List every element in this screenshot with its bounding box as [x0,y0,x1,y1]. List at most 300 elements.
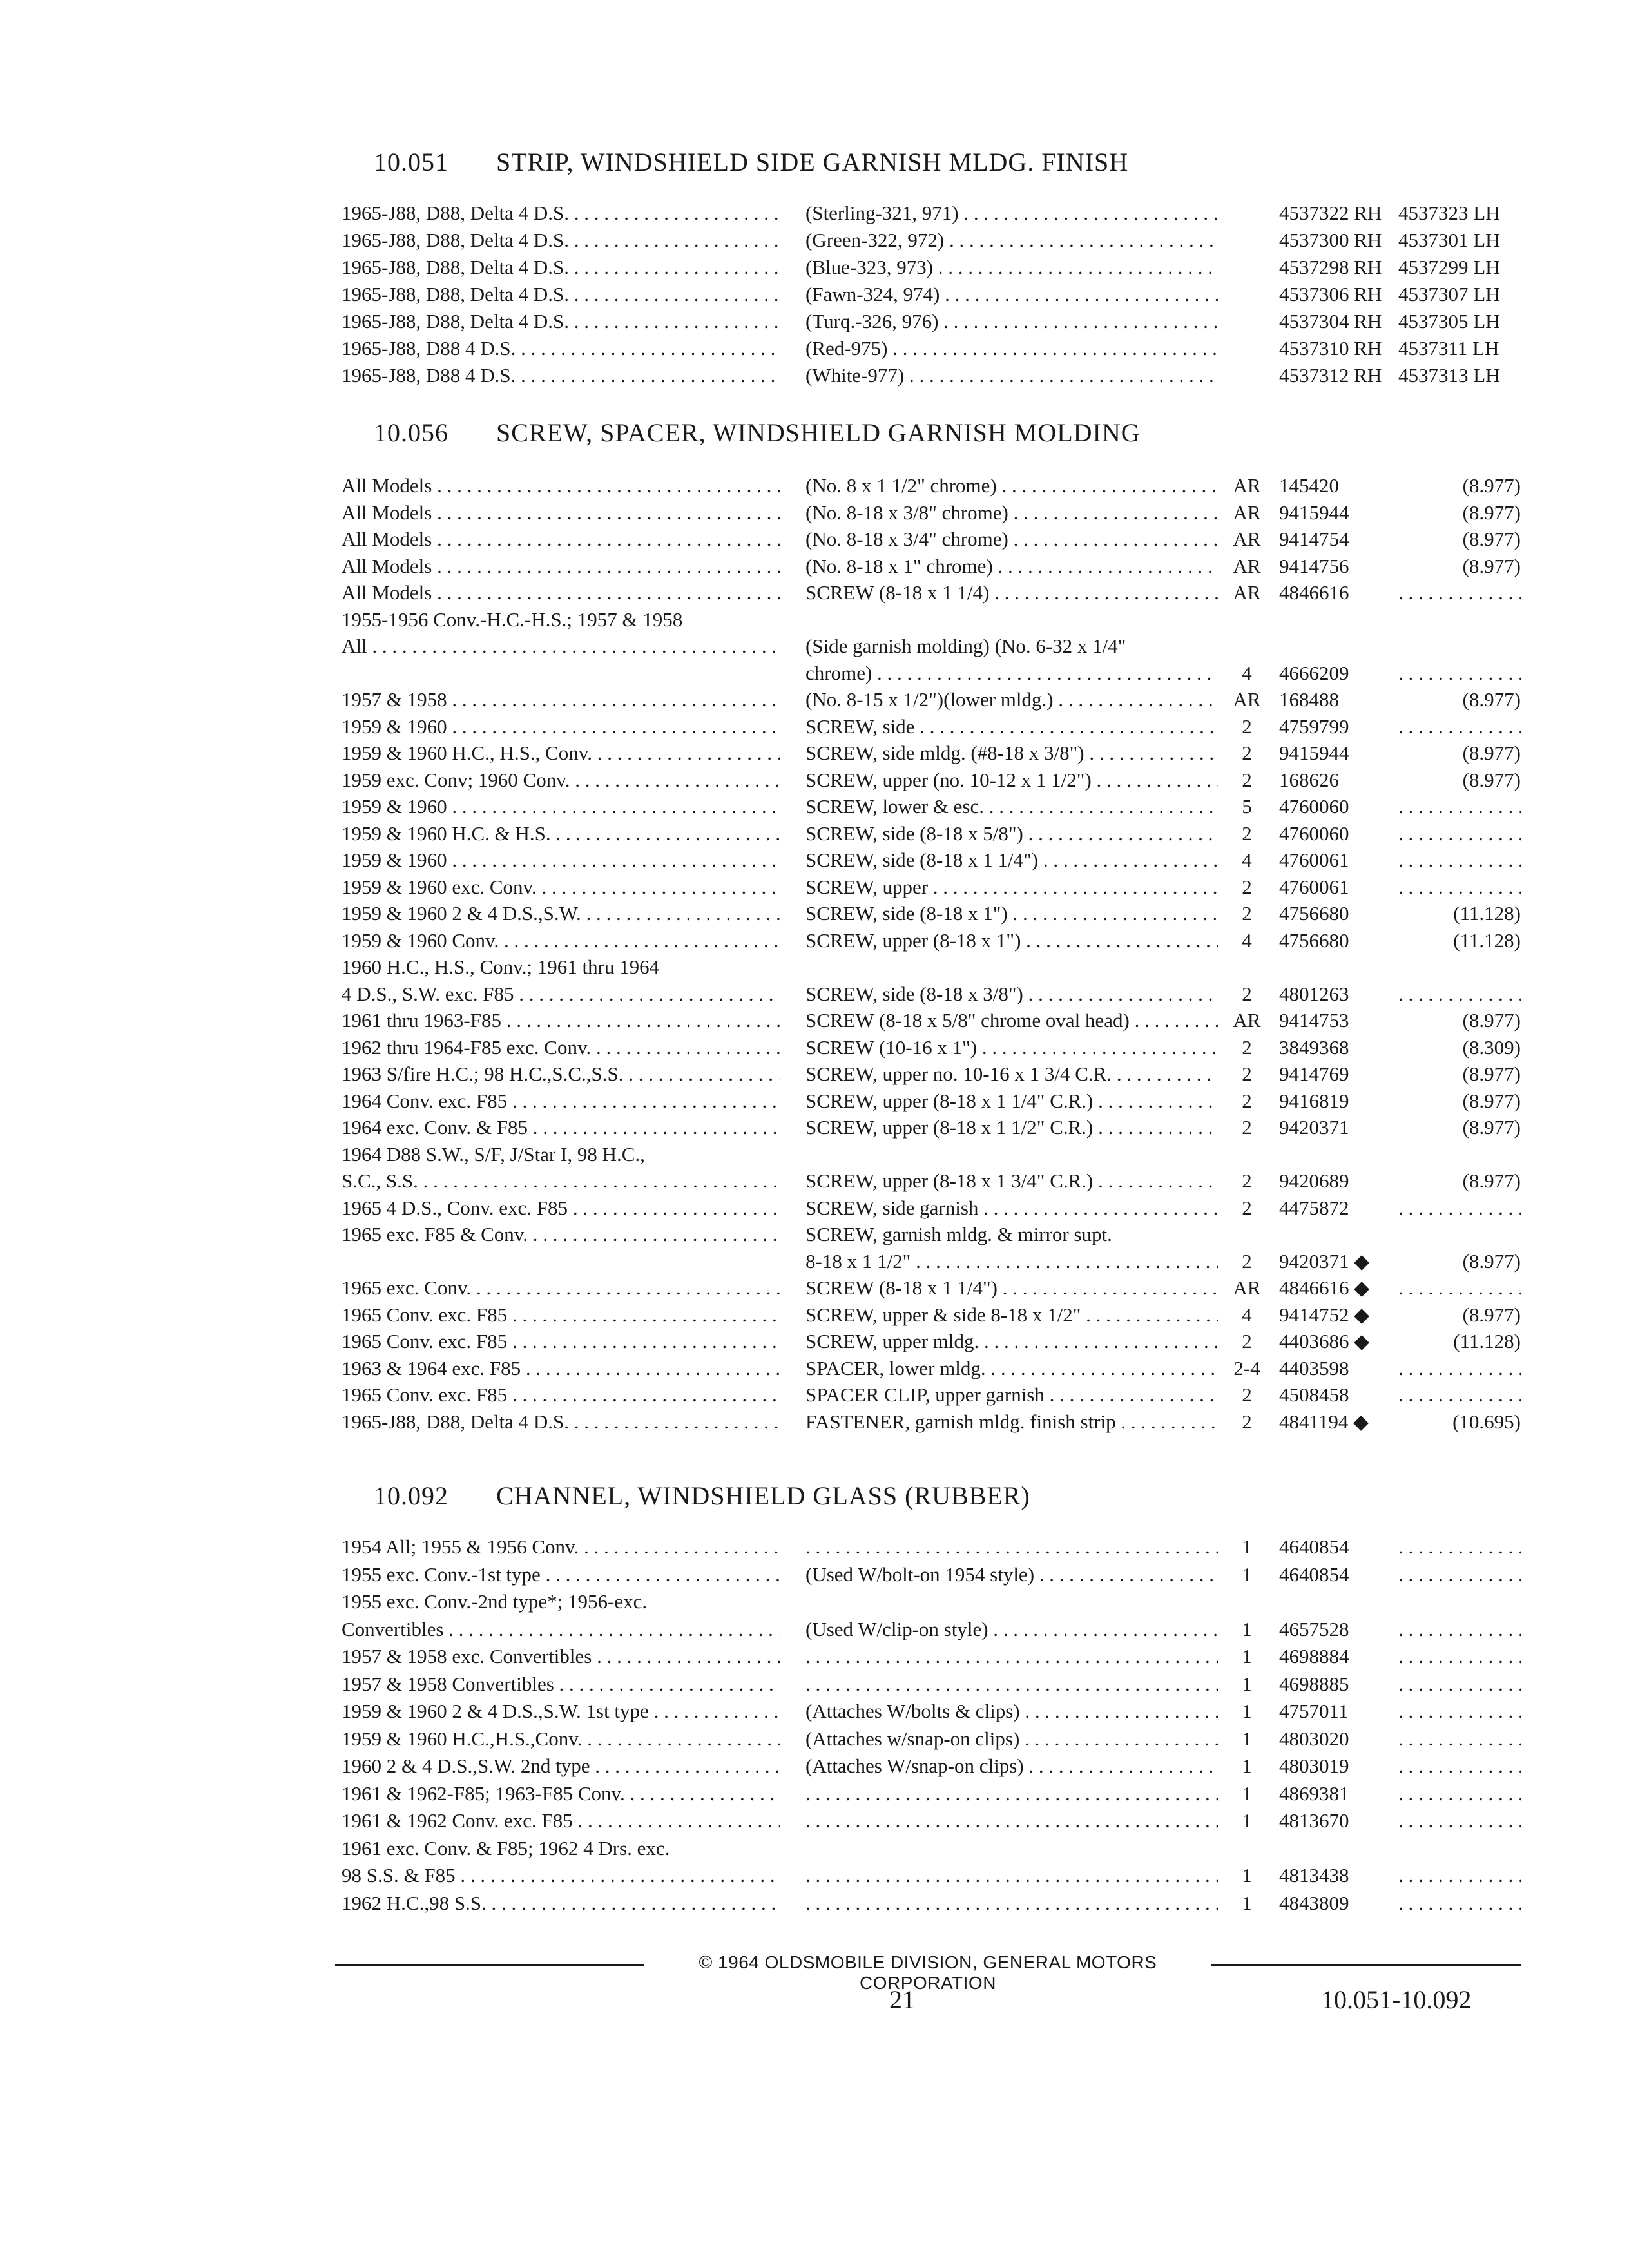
part-number-cell: 9414769 [1279,1062,1349,1085]
quantity-cell: 2 [1242,1062,1252,1085]
description-cell: SCREW, upper no. 10-16 x 1 3/4 C.R. . . . [805,1061,1218,1088]
reference-cell: 4537299 LH [1398,256,1500,278]
part-number-cell: 4760061 [1279,849,1349,871]
quantity-cell: AR [1233,474,1261,497]
part-number-cell: 4846616 ◆ [1279,1276,1370,1299]
table-row [0,1643,1629,1670]
model-cell: All Models . . . [342,472,780,499]
section-heading: SCREW, SPACER, WINDSHIELD GARNISH MOLDING [496,418,1141,447]
reference-cell: 4537313 LH [1398,364,1500,387]
description-cell: (Blue-323, 973) . . . [805,254,1218,281]
part-number-cell: 4537300 RH [1279,229,1382,251]
table-row [0,1561,1629,1588]
reference-cell [1398,1381,1521,1408]
quantity-cell: 2 [1242,1383,1252,1406]
model-cell: All Models . . . [342,526,780,553]
table-row [0,553,1629,580]
reference-cell: (8.977) [1462,1116,1521,1139]
model-cell: 1961 & 1962 Conv. exc. F85 . . . [342,1807,780,1834]
table-row [0,1168,1629,1195]
table-row [0,1248,1629,1275]
quantity-cell: 2 [1242,1249,1252,1273]
quantity-cell: 1 [1242,1754,1252,1777]
table-row [0,1061,1629,1088]
table-row [0,660,1629,687]
table-row [0,1753,1629,1780]
part-number-cell: 4846616 [1279,581,1349,604]
table-row [0,1835,1629,1862]
quantity-cell: 5 [1242,795,1252,818]
description-cell: SCREW, upper (8-18 x 1") . . . [805,927,1218,954]
description-cell: SCREW, upper (no. 10-12 x 1 1/2") . . . [805,767,1218,794]
table-row [0,847,1629,874]
reference-cell [1398,1862,1521,1889]
model-cell: 4 D.S., S.W. exc. F85 . . . [342,981,780,1008]
reference-cell: (8.977) [1462,554,1521,577]
table-row [0,767,1629,794]
reference-cell [1398,1890,1521,1917]
model-cell: 1962 thru 1964-F85 exc. Conv. . . . [342,1034,780,1061]
model-cell: 1965 Conv. exc. F85 . . . [342,1328,780,1355]
quantity-cell: 1 [1242,1864,1252,1887]
reference-cell [1398,1725,1521,1753]
quantity-cell: 4 [1242,849,1252,871]
model-cell: 1961 exc. Conv. & F85; 1962 4 Drs. exc. [342,1836,670,1860]
model-cell: All . . . [342,633,780,660]
model-cell: 1955 exc. Conv.-2nd type*; 1956-exc. [342,1590,648,1613]
model-cell: 1965 exc. F85 & Conv. . . . [342,1221,780,1248]
part-number-cell: 4803019 [1279,1754,1349,1777]
quantity-cell: AR [1233,554,1261,577]
part-number-cell: 4698885 [1279,1672,1349,1695]
model-cell: S.C., S.S. . . . [342,1168,780,1195]
quantity-cell: 1 [1242,1645,1252,1667]
reference-cell: 4537305 LH [1398,310,1500,332]
table-row [0,1302,1629,1329]
quantity-cell: 2 [1242,1169,1252,1192]
description-cell: FASTENER, garnish mldg. finish strip . . . [805,1408,1218,1436]
model-cell: 1960 2 & 4 D.S.,S.W. 2nd type . . . [342,1753,780,1780]
table-row [0,740,1629,767]
reference-cell [1398,820,1521,847]
table-row [0,526,1629,553]
reference-cell [1398,1671,1521,1698]
model-cell: 1964 exc. Conv. & F85 . . . [342,1114,780,1141]
reference-cell: (8.309) [1462,1035,1521,1059]
table-row [0,308,1629,335]
description-cell: (No. 8-18 x 1" chrome) . . . [805,553,1218,580]
part-number-cell: 4537306 RH [1279,283,1382,305]
part-number-cell: 4760060 [1279,822,1349,845]
reference-cell [1398,847,1521,874]
reference-cell [1398,1561,1521,1588]
description-cell: (No. 8-18 x 3/8" chrome) . . . [805,499,1218,526]
page-number: 21 [889,1985,915,2014]
quantity-cell: 2 [1242,768,1252,791]
description-cell: SCREW, upper (8-18 x 1 1/4" C.R.) . . . [805,1088,1218,1115]
model-cell: 98 S.S. & F85 . . . [342,1862,780,1889]
model-cell: 1965-J88, D88 4 D.S. . . . [342,362,780,389]
description-cell: (Attaches W/bolts & clips) . . . [805,1698,1218,1725]
part-number-cell: 9414753 [1279,1009,1349,1032]
quantity-cell: 1 [1242,1782,1252,1805]
quantity-cell: 2 [1242,875,1252,898]
model-cell: 1965 4 D.S., Conv. exc. F85 . . . [342,1195,780,1222]
table-row [0,793,1629,820]
quantity-cell: 2 [1242,1116,1252,1139]
table-row [0,874,1629,901]
part-number-cell: 9414754 [1279,528,1349,550]
reference-cell [1398,1698,1521,1725]
description-cell: SCREW (8-18 x 1 1/4) . . . [805,579,1218,606]
table-row [0,254,1629,281]
description-cell: (Attaches W/snap-on clips) . . . [805,1753,1218,1780]
reference-cell [1398,874,1521,901]
description-cell: SCREW, side (8-18 x 3/8") . . . [805,981,1218,1008]
part-number-cell: 4537298 RH [1279,256,1382,278]
model-cell: 1965 Conv. exc. F85 . . . [342,1381,780,1408]
quantity-cell: 2 [1242,1035,1252,1059]
description-cell: SCREW, lower & esc. . . . [805,793,1218,820]
part-number-cell: 4666209 [1279,661,1349,684]
model-cell: 1965-J88, D88, Delta 4 D.S. . . . [342,200,780,227]
table-row [0,633,1629,660]
description-cell: (No. 8 x 1 1/2" chrome) . . . [805,472,1218,499]
description-cell: SCREW, side mldg. (#8-18 x 3/8") . . . [805,740,1218,767]
table-row [0,1588,1629,1615]
table-row [0,1195,1629,1222]
part-number-cell: 4537304 RH [1279,310,1382,332]
description-cell: (No. 8-15 x 1/2")(lower mldg.) . . . [805,686,1218,713]
model-cell: 1959 & 1960 . . . [342,793,780,820]
description-cell: (Used W/bolt-on 1954 style) . . . [805,1561,1218,1588]
model-cell: 1959 & 1960 2 & 4 D.S.,S.W. 1st type . . . [342,1698,780,1725]
table-row [0,820,1629,847]
quantity-cell: 2 [1242,1330,1252,1352]
quantity-cell: 2 [1242,902,1252,925]
reference-cell [1398,579,1521,606]
part-number-cell: 4841194 ◆ [1279,1410,1369,1433]
quantity-cell: 1 [1242,1535,1252,1558]
part-number-cell: 4756680 [1279,928,1349,952]
description-cell: SCREW, upper . . . [805,874,1218,901]
model-cell: 1957 & 1958 Convertibles . . . [342,1671,780,1698]
model-cell: 1959 & 1960 2 & 4 D.S.,S.W. . . . [342,900,780,927]
description-cell: SPACER, lower mldg. . . . [805,1355,1218,1382]
model-cell: 1965-J88, D88, Delta 4 D.S. . . . [342,308,780,335]
quantity-cell: 4 [1242,661,1252,684]
reference-cell: (8.977) [1462,1009,1521,1032]
part-number-cell: 4756680 [1279,902,1349,925]
reference-cell: (8.977) [1462,1062,1521,1085]
quantity-cell: 2-4 [1233,1356,1260,1379]
quantity-cell: 2 [1242,715,1252,738]
description-cell: (Green-322, 972) . . . [805,227,1218,254]
description-cell: SCREW, upper (8-18 x 1 1/2" C.R.) . . . [805,1114,1218,1141]
table-row [0,1221,1629,1248]
model-cell: All Models . . . [342,579,780,606]
table-row [0,1088,1629,1115]
reference-cell [1398,1643,1521,1670]
reference-cell: (8.977) [1462,688,1521,711]
quantity-cell: AR [1233,1276,1261,1299]
quantity-cell: 1 [1242,1672,1252,1695]
table-row [0,1725,1629,1753]
section-number: 10.092 [374,1481,448,1510]
table-row [0,362,1629,389]
reference-cell: (11.128) [1453,902,1521,925]
quantity-cell: AR [1233,1009,1261,1032]
table-row [0,1807,1629,1834]
part-number-cell: 4843809 [1279,1891,1349,1914]
model-cell: 1965 exc. Conv. . . . [342,1274,780,1302]
table-row [0,713,1629,740]
part-number-cell: 9416819 [1279,1089,1349,1112]
quantity-cell: 2 [1242,822,1252,845]
model-cell: 1964 D88 S.W., S/F, J/Star I, 98 H.C., [342,1142,645,1166]
table-row [0,606,1629,633]
reference-cell [1398,1616,1521,1643]
reference-cell: (10.695) [1452,1410,1521,1433]
reference-cell [1398,981,1521,1008]
description-cell: SCREW, upper & side 8-18 x 1/2" . . . [805,1302,1218,1329]
part-number-cell: 4813438 [1279,1864,1349,1887]
description-cell: SCREW, side . . . [805,713,1218,740]
part-number-cell: 4757011 [1279,1700,1349,1722]
part-number-cell: 4403686 ◆ [1279,1330,1370,1352]
table-row [0,1381,1629,1408]
model-cell: Convertibles . . . [342,1616,780,1643]
quantity-cell: AR [1233,688,1261,711]
part-number-cell: 4403598 [1279,1356,1349,1379]
description-cell: (Turq.-326, 976) . . . [805,308,1218,335]
model-cell: 1961 & 1962-F85; 1963-F85 Conv. . . . [342,1780,780,1807]
reference-cell: (8.977) [1462,768,1521,791]
reference-cell: (8.977) [1462,1089,1521,1112]
reference-cell: (8.977) [1462,1303,1521,1326]
table-row [0,1007,1629,1034]
table-row [0,335,1629,362]
part-number-cell: 145420 [1279,474,1339,497]
reference-cell: (8.977) [1462,1169,1521,1192]
part-number-cell: 4537322 RH [1279,202,1382,224]
part-number-cell: 9420371 [1279,1116,1349,1139]
reference-cell [1398,1355,1521,1382]
model-cell: 1959 & 1960 . . . [342,713,780,740]
description-cell: SCREW, garnish mldg. & mirror supt. [805,1223,1112,1245]
table-row [0,981,1629,1008]
part-number-cell: 4537312 RH [1279,364,1382,387]
part-number-cell: 4657528 [1279,1617,1349,1640]
table-row [0,1780,1629,1807]
description-cell: (Attaches w/snap-on clips) . . . [805,1725,1218,1753]
table-row [0,1355,1629,1382]
model-cell: 1959 & 1960 H.C.,H.S.,Conv. . . . [342,1725,780,1753]
reference-cell: (8.977) [1462,528,1521,550]
description-cell: SCREW, side (8-18 x 5/8") . . . [805,820,1218,847]
description-cell [805,1671,1218,1698]
model-cell: 1960 H.C., H.S., Conv.; 1961 thru 1964 [342,956,660,978]
table-row [0,1890,1629,1917]
part-number-cell: 4813670 [1279,1809,1349,1832]
table-row [0,1671,1629,1698]
model-cell: 1955 exc. Conv.-1st type . . . [342,1561,780,1588]
description-cell: SCREW, side (8-18 x 1 1/4") . . . [805,847,1218,874]
reference-cell [1398,1753,1521,1780]
reference-cell [1398,1807,1521,1834]
quantity-cell: 2 [1242,1089,1252,1112]
table-row [0,1328,1629,1355]
model-cell: 1962 H.C.,98 S.S. . . . [342,1890,780,1917]
part-number-cell: 9415944 [1279,742,1349,764]
reference-cell [1398,713,1521,740]
reference-cell [1398,793,1521,820]
description-cell [805,1643,1218,1670]
model-cell: 1965-J88, D88, Delta 4 D.S. . . . [342,1408,780,1436]
model-cell: All Models . . . [342,499,780,526]
description-cell: (Sterling-321, 971) . . . [805,200,1218,227]
description-cell: (Side garnish molding) (No. 6-32 x 1/4" [805,635,1126,657]
part-number-cell: 168488 [1279,688,1339,711]
table-row [0,1274,1629,1302]
table-row [0,900,1629,927]
reference-cell: (8.977) [1462,1249,1521,1273]
description-cell: 8-18 x 1 1/2" . . . [805,1248,1218,1275]
model-cell: 1959 & 1960 . . . [342,847,780,874]
quantity-cell: 4 [1242,928,1252,952]
section-title-10092 [374,1481,1030,1511]
quantity-cell: AR [1233,528,1261,550]
model-cell: 1965-J88, D88, Delta 4 D.S. . . . [342,227,780,254]
part-number-cell: 9414756 [1279,554,1349,577]
table-row [0,1698,1629,1725]
reference-cell: 4537307 LH [1398,283,1500,305]
part-number-cell: 9420371 ◆ [1279,1249,1370,1273]
part-number-cell: 4869381 [1279,1782,1349,1805]
part-number-cell: 4803020 [1279,1727,1349,1750]
table-row [0,1616,1629,1643]
quantity-cell: 4 [1242,1303,1252,1326]
description-cell [805,1807,1218,1834]
page-range: 10.051-10.092 [1321,1985,1472,2014]
quantity-cell: 1 [1242,1891,1252,1914]
table-row [0,1408,1629,1436]
reference-cell [1398,660,1521,687]
table-row [0,499,1629,526]
model-cell: 1959 exc. Conv; 1960 Conv. . . . [342,767,780,794]
table-row [0,281,1629,308]
description-cell: SCREW (8-18 x 1 1/4") . . . [805,1274,1218,1302]
description-cell: (White-977) . . . [805,362,1218,389]
description-cell: SCREW, upper mldg. . . . [805,1328,1218,1355]
model-cell: 1954 All; 1955 & 1956 Conv. . . . [342,1533,780,1561]
reference-cell: (11.128) [1453,1330,1521,1352]
description-cell: SCREW, upper (8-18 x 1 3/4" C.R.) . . . [805,1168,1218,1195]
reference-cell [1398,1195,1521,1222]
model-cell: 1964 Conv. exc. F85 . . . [342,1088,780,1115]
model-cell: 1959 & 1960 H.C., H.S., Conv. . . . [342,740,780,767]
table-row [0,1862,1629,1889]
description-cell: SPACER CLIP, upper garnish . . . [805,1381,1218,1408]
quantity-cell: AR [1233,501,1261,524]
description-cell [805,1533,1218,1561]
table-row [0,686,1629,713]
quantity-cell: 2 [1242,982,1252,1005]
model-cell: 1959 & 1960 exc. Conv. . . . [342,874,780,901]
description-cell: SCREW (10-16 x 1") . . . [805,1034,1218,1061]
table-row [0,200,1629,227]
description-cell: SCREW (8-18 x 5/8" chrome oval head) . . . [805,1007,1218,1034]
table-row [0,1533,1629,1561]
part-number-cell: 4760060 [1279,795,1349,818]
quantity-cell: 1 [1242,1700,1252,1722]
quantity-cell: 2 [1242,1410,1252,1433]
reference-cell: (8.977) [1462,742,1521,764]
quantity-cell: 1 [1242,1809,1252,1832]
table-row [0,472,1629,499]
quantity-cell: 1 [1242,1562,1252,1586]
table-row [0,1034,1629,1061]
description-cell: (No. 8-18 x 3/4" chrome) . . . [805,526,1218,553]
table-row [0,954,1629,981]
model-cell: 1957 & 1958 . . . [342,686,780,713]
description-cell: (Red-975) . . . [805,335,1218,362]
part-number-cell: 3849368 [1279,1035,1349,1059]
description-cell: SCREW, side (8-18 x 1") . . . [805,900,1218,927]
part-number-cell: 9415944 [1279,501,1349,524]
reference-cell [1398,1533,1521,1561]
model-cell: 1965-J88, D88 4 D.S. . . . [342,335,780,362]
table-row [0,579,1629,606]
part-number-cell: 4801263 [1279,982,1349,1005]
description-cell [805,1890,1218,1917]
model-cell: 1965 Conv. exc. F85 . . . [342,1302,780,1329]
part-number-cell: 4640854 [1279,1562,1349,1586]
section-number: 10.051 [374,148,448,177]
model-cell: 1955-1956 Conv.-H.C.-H.S.; 1957 & 1958 [342,608,683,631]
model-cell: 1963 & 1964 exc. F85 . . . [342,1355,780,1382]
description-cell: (Fawn-324, 974) . . . [805,281,1218,308]
table-row [0,1141,1629,1168]
part-number-cell: 4537310 RH [1279,337,1382,360]
quantity-cell: 1 [1242,1617,1252,1640]
part-number-cell: 4640854 [1279,1535,1349,1558]
reference-cell: (8.977) [1462,474,1521,497]
quantity-cell: 2 [1242,742,1252,764]
section-number: 10.056 [374,418,448,447]
table-row [0,227,1629,254]
part-number-cell: 4698884 [1279,1645,1349,1667]
model-cell: 1965-J88, D88, Delta 4 D.S. . . . [342,254,780,281]
table-row [0,927,1629,954]
reference-cell: (11.128) [1453,928,1521,952]
section-title-10056 [374,418,1141,448]
model-cell: 1957 & 1958 exc. Convertibles . . . [342,1643,780,1670]
model-cell: 1959 & 1960 Conv. . . . [342,927,780,954]
reference-cell: 4537311 LH [1398,337,1499,360]
quantity-cell: AR [1233,581,1261,604]
description-cell: SCREW, side garnish . . . [805,1195,1218,1222]
section-title-10051 [374,147,1128,177]
table-row [0,1114,1629,1141]
model-cell: All Models . . . [342,553,780,580]
description-cell: chrome) . . . [805,660,1218,687]
description-cell [805,1862,1218,1889]
footer-copyright: © 1964 OLDSMOBILE DIVISION, GENERAL MOTORS CORPORATION [644,1952,1211,1994]
reference-cell: 4537301 LH [1398,229,1500,251]
description-cell: (Used W/clip-on style) . . . [805,1616,1218,1643]
part-number-cell: 9420689 [1279,1169,1349,1192]
